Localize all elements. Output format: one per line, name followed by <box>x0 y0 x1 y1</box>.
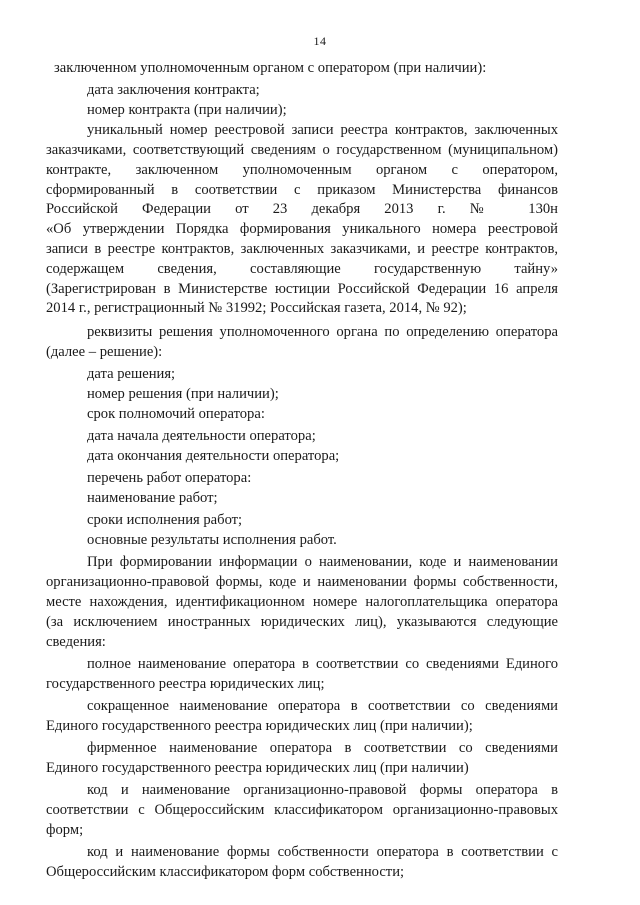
text-line: сформированный в соответствии с приказом Министерства финансов <box>46 182 558 198</box>
text-line: номер контракта (при наличии); <box>87 102 287 118</box>
text-line: уникальный номер реестровой записи реестра контрактов, заключенных <box>87 122 558 138</box>
text-line: (далее – решение): <box>46 344 163 360</box>
text-line: перечень работ оператора: <box>87 470 252 486</box>
text-line: наименование работ; <box>87 490 218 506</box>
text-line: содержащем сведения, составляющие государственную тайну» <box>46 261 558 277</box>
text-line: сокращенное наименование оператора в соответствии со сведениями <box>87 698 558 714</box>
text-line: сроки исполнения работ; <box>87 512 243 528</box>
text-line: (за исключением иностранных юридических лиц), указываются следующие <box>46 614 558 630</box>
text-line: Российской Федерации от 23 декабря 2013 г. № 130н <box>46 201 558 217</box>
text-line: записи в реестре контрактов, заключенных заказчиками, и реестре контрактов, <box>46 241 558 257</box>
text-line: соответствии с Общероссийским классификатором организационно-правовых <box>46 802 558 818</box>
text-line: код и наименование формы собственности оператора в соответствии с <box>87 844 558 860</box>
text-line: организационно-правовой формы, коде и наименовании формы собственности, <box>46 574 558 590</box>
text-line: государственного реестра юридических лиц; <box>46 676 325 692</box>
text-line: основные результаты исполнения работ. <box>87 532 337 548</box>
text-line: дата окончания деятельности оператора; <box>87 448 340 464</box>
text-line: При формировании информации о наименовании, коде и наименовании <box>87 554 558 570</box>
text-line: Единого государственного реестра юридических лиц (при наличии) <box>46 760 469 776</box>
text-line: код и наименование организационно-правовой формы оператора в <box>87 782 558 798</box>
text-line: Единого государственного реестра юридических лиц (при наличии); <box>46 718 473 734</box>
text-line: реквизиты решения уполномоченного органа по определению оператора <box>87 324 558 340</box>
text-line: заказчиками, соответствующий сведениям о государственном (муниципальном) <box>46 142 558 158</box>
text-line: сведения: <box>46 634 106 650</box>
text-line: дата начала деятельности оператора; <box>87 428 316 444</box>
text-line: заключенном уполномоченным органом с оператором (при наличии): <box>54 60 487 76</box>
text-line: полное наименование оператора в соответствии со сведениями Единого <box>87 656 558 672</box>
text-line: фирменное наименование оператора в соответствии со сведениями <box>87 740 558 756</box>
text-line: номер решения (при наличии); <box>87 386 279 402</box>
text-line: форм; <box>46 822 84 838</box>
text-line: контракте, заключенном уполномоченным органом с оператором, <box>46 162 558 178</box>
text-line: срок полномочий оператора: <box>87 406 265 422</box>
page-number: 14 <box>313 34 327 48</box>
text-line: месте нахождения, идентификационном номере налогоплательщика оператора <box>46 594 558 610</box>
text-line: дата заключения контракта; <box>87 82 260 98</box>
text-line: 2014 г., регистрационный № 31992; Российская газета, 2014, № 92); <box>46 300 467 316</box>
text-line: дата решения; <box>87 366 176 382</box>
text-line: Общероссийским классификатором форм собственности; <box>46 864 405 880</box>
text-line: (Зарегистрирован в Министерстве юстиции Российской Федерации 16 апреля <box>46 281 558 297</box>
text-line: «Об утверждении Порядка формирования уникального номера реестровой <box>46 221 558 237</box>
